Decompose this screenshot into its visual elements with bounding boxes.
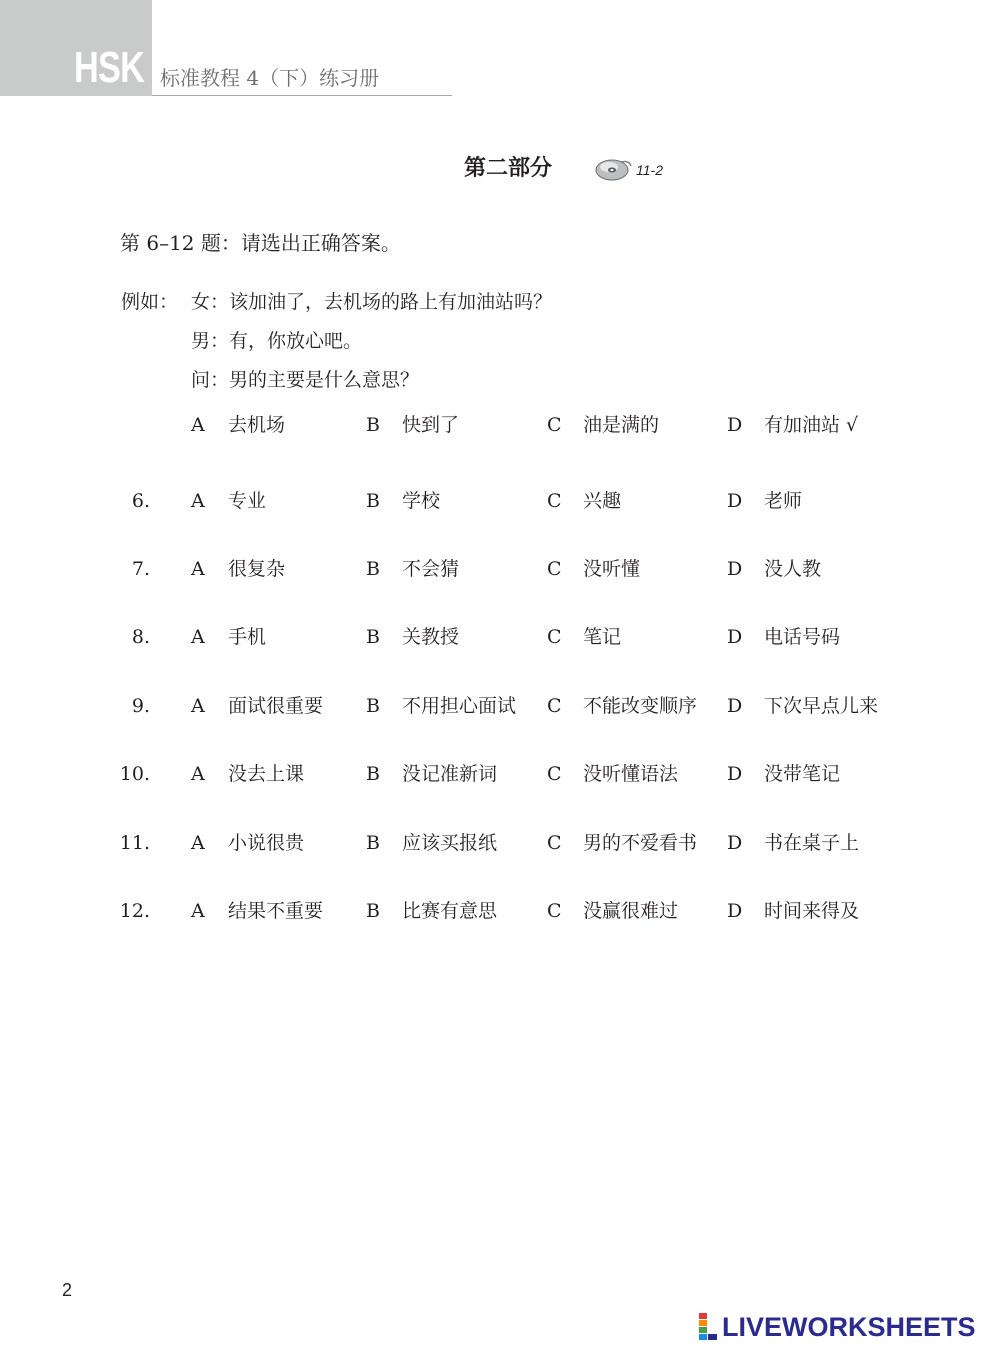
option-letter: D (727, 695, 743, 717)
option-text: 小说很贵 (228, 832, 305, 854)
question-row-6 (0, 484, 1000, 518)
question-number: 10. (119, 763, 150, 785)
question-row-9 (0, 689, 1000, 723)
option-letter: A (191, 558, 205, 580)
option-letter: A (191, 490, 205, 512)
option-letter: A (191, 695, 205, 717)
option-letter: B (366, 763, 380, 785)
option-letter: C (547, 900, 562, 922)
example-dialogue-woman: 女：该加油了，去机场的路上有加油站吗？ (191, 291, 553, 313)
example-dialogue-man: 男：有，你放心吧。 (191, 330, 363, 352)
option-text: 没带笔记 (764, 763, 841, 785)
page-number: 2 (62, 1280, 73, 1300)
option-text: 没赢很难过 (583, 900, 679, 922)
question-row-10 (0, 757, 1000, 791)
option-letter: C (547, 832, 562, 854)
option-letter: C (547, 558, 562, 580)
option-text: 快到了 (402, 414, 460, 436)
option-text: 兴趣 (583, 490, 622, 512)
option-letter: C (547, 695, 562, 717)
option-text: 下次早点儿来 (764, 695, 879, 717)
option-text: 去机场 (228, 414, 286, 436)
option-text: 手机 (228, 626, 267, 648)
option-letter: B (366, 414, 380, 436)
option-text: 书在桌子上 (764, 832, 860, 854)
option-letter: B (366, 626, 380, 648)
track-label: 11-2 (636, 162, 663, 178)
section-title: 第二部分 (464, 155, 553, 181)
question-row-7 (0, 552, 1000, 586)
option-text: 时间来得及 (764, 900, 860, 922)
example-options-row (0, 408, 1000, 442)
option-letter: B (366, 695, 380, 717)
option-letter: D (727, 832, 743, 854)
option-letter: D (727, 558, 743, 580)
option-letter: D (727, 414, 743, 436)
option-letter: B (366, 558, 380, 580)
option-letter: A (191, 414, 205, 436)
question-row-12 (0, 894, 1000, 928)
header-brand: HSK (74, 43, 145, 92)
header-rule (152, 95, 452, 96)
option-letter: D (727, 763, 743, 785)
option-letter: B (366, 832, 380, 854)
question-row-8 (0, 620, 1000, 654)
option-text: 油是满的 (583, 414, 660, 436)
question-row-11 (0, 826, 1000, 860)
option-text: 应该买报纸 (402, 832, 498, 854)
option-letter: C (547, 414, 562, 436)
option-text: 面试很重要 (228, 695, 324, 717)
option-letter: A (191, 763, 205, 785)
option-letter: C (547, 763, 562, 785)
option-letter: C (547, 626, 562, 648)
option-text: 没记准新词 (402, 763, 498, 785)
option-text: 很复杂 (228, 558, 286, 580)
option-letter: D (727, 900, 743, 922)
option-letter: B (366, 900, 380, 922)
option-letter: C (547, 490, 562, 512)
option-text: 没人教 (764, 558, 822, 580)
question-number: 11. (119, 832, 150, 854)
option-text: 男的不爱看书 (583, 832, 698, 854)
option-letter: A (191, 900, 205, 922)
option-text: 没听懂语法 (583, 763, 679, 785)
option-letter: A (191, 626, 205, 648)
option-letter: D (727, 490, 743, 512)
option-text: 没听懂 (583, 558, 641, 580)
option-text: 不能改变顺序 (583, 695, 698, 717)
option-text: 电话号码 (764, 626, 841, 648)
option-letter: D (727, 626, 743, 648)
option-letter: A (191, 832, 205, 854)
option-text: 老师 (764, 490, 803, 512)
instruction: 第 6–12 题：请选出正确答案。 (120, 231, 401, 255)
question-number: 9. (131, 695, 150, 717)
liveworksheets-watermark[interactable]: LIVEWORKSHEETS (722, 1312, 976, 1342)
option-text-correct: 有加油站 √ (764, 414, 859, 436)
cd-icon (595, 156, 633, 182)
question-number: 7. (131, 558, 150, 580)
option-text: 关教授 (402, 626, 460, 648)
option-letter: B (366, 490, 380, 512)
example-label: 例如： (121, 291, 179, 313)
question-number: 12. (119, 900, 150, 922)
option-text: 笔记 (583, 626, 622, 648)
option-text: 专业 (228, 490, 267, 512)
question-number: 6. (131, 490, 150, 512)
option-text: 不会猜 (402, 558, 460, 580)
header-subtitle: 标准教程 4（下）练习册 (160, 66, 380, 90)
option-text: 不用担心面试 (402, 695, 517, 717)
option-text: 学校 (402, 490, 441, 512)
example-question: 问：男的主要是什么意思？ (191, 369, 420, 391)
question-number: 8. (131, 626, 150, 648)
option-text: 比赛有意思 (402, 900, 498, 922)
option-text: 没去上课 (228, 763, 305, 785)
liveworksheets-logo-icon (698, 1312, 718, 1342)
option-text: 结果不重要 (228, 900, 324, 922)
